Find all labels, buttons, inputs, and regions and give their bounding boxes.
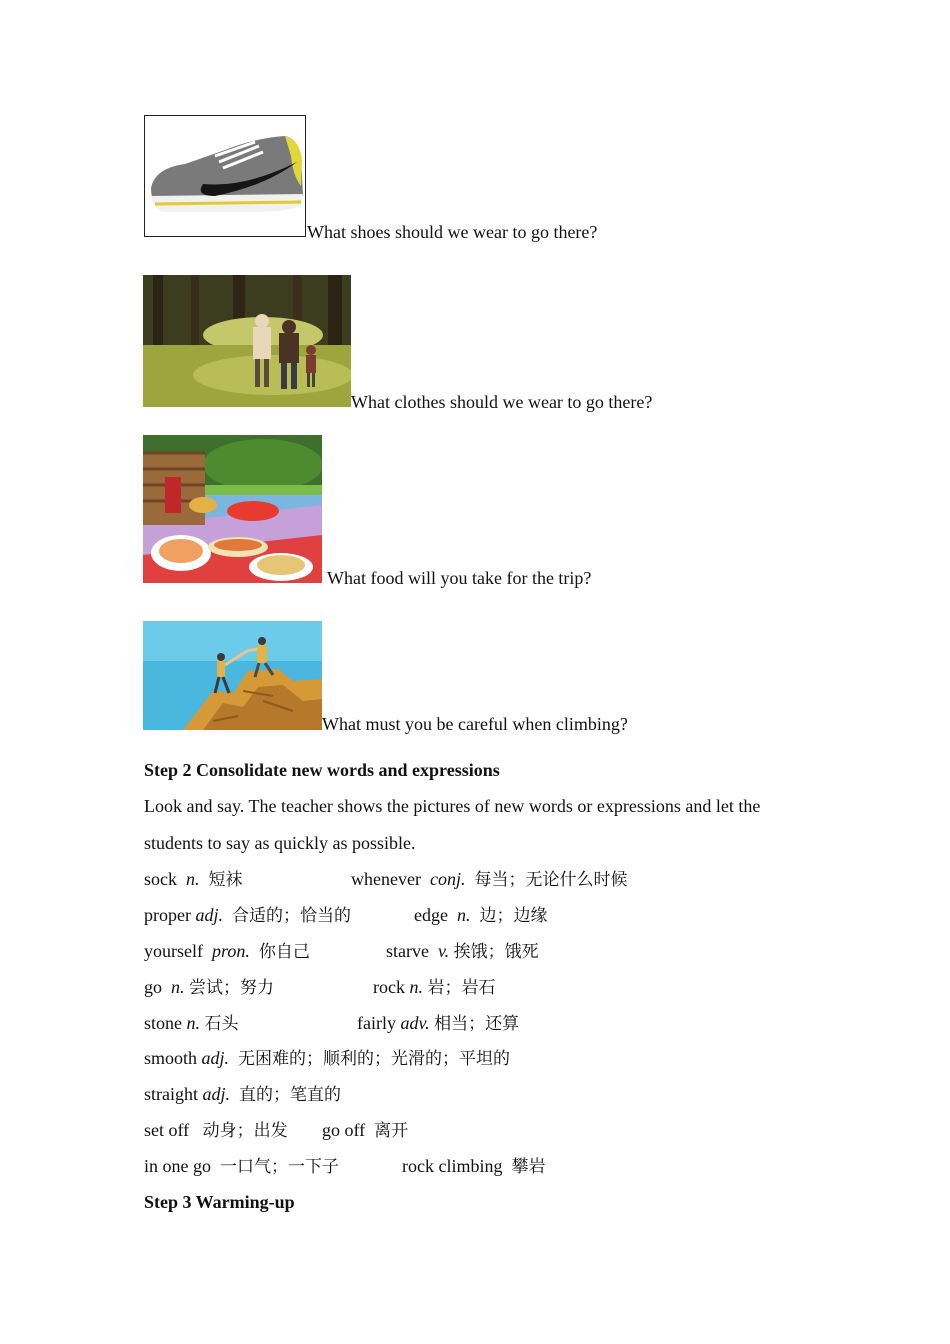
- phrase-item: [322, 1119, 408, 1142]
- phrase-text: set off: [144, 1120, 190, 1140]
- question-food: What food will you take for the trip?: [327, 568, 592, 588]
- family-walk-image: [143, 275, 351, 407]
- vocab-meaning: 你自己: [258, 942, 310, 962]
- vocab-meaning: 尝试；努力: [189, 978, 274, 998]
- vocab-meaning: 挨饿；饿死: [453, 942, 539, 962]
- vocab-meaning: 相当；还算: [434, 1014, 520, 1034]
- vocab-pos: adj.: [195, 905, 223, 925]
- step2-intro-line1: Look and say. The teacher shows the pictures of new words or expressions and let the: [144, 796, 761, 816]
- vocab-meaning: 直的；笔直的: [239, 1085, 342, 1105]
- vocab-pos: n.: [186, 1013, 200, 1033]
- vocab-item: [144, 976, 274, 999]
- vocab-word: fairly: [357, 1013, 396, 1033]
- step2-heading: Step 2 Consolidate new words and expressions: [144, 760, 500, 780]
- sneaker-icon: [145, 116, 305, 236]
- vocab-item: [414, 904, 547, 927]
- phrase-text: rock climbing: [402, 1156, 503, 1176]
- vocab-pos: conj.: [429, 869, 466, 889]
- vocab-item: [351, 868, 627, 891]
- phrase-item: [144, 1155, 339, 1178]
- vocab-word: starve: [386, 941, 429, 961]
- vocab-pos: v.: [437, 941, 450, 961]
- vocab-word: yourself: [144, 941, 203, 961]
- vocab-meaning: 岩；岩石: [427, 978, 496, 998]
- vocab-item: [357, 1012, 519, 1035]
- phrase-meaning: 一口气；一下子: [220, 1157, 339, 1177]
- vocab-item: [144, 1083, 341, 1106]
- vocab-pos: n.: [409, 977, 423, 997]
- vocab-word: straight: [144, 1084, 198, 1104]
- vocab-item: [144, 868, 243, 891]
- vocab-item: [373, 976, 495, 999]
- vocab-meaning: 合适的；恰当的: [232, 906, 351, 926]
- vocab-meaning: 边；边缘: [479, 906, 548, 926]
- rock-climbing-image: [143, 621, 322, 730]
- picnic-image: [143, 435, 322, 583]
- vocab-item: [386, 940, 539, 963]
- step2-intro-line2: students to say as quickly as possible.: [144, 833, 416, 853]
- vocab-word: sock: [144, 869, 177, 889]
- vocab-pos: adv.: [400, 1013, 430, 1033]
- vocab-pos: adj.: [201, 1048, 230, 1068]
- vocab-meaning: 每当；无论什么时候: [474, 870, 628, 890]
- vocab-meaning: 石头: [204, 1014, 239, 1034]
- phrase-item: [402, 1155, 545, 1178]
- vocab-pos: pron.: [211, 941, 250, 961]
- vocab-item: [144, 904, 351, 927]
- vocab-item: [144, 1012, 239, 1035]
- question-climbing: What must you be careful when climbing?: [322, 714, 628, 734]
- vocab-word: proper: [144, 905, 191, 925]
- vocab-word: edge: [414, 905, 448, 925]
- vocab-item: [144, 940, 310, 963]
- vocab-item: [144, 1047, 510, 1070]
- phrase-meaning: 攀岩: [511, 1157, 546, 1177]
- vocab-meaning: 短袜: [208, 870, 243, 890]
- phrase-text: in one go: [144, 1156, 211, 1176]
- vocab-pos: n.: [456, 905, 471, 925]
- vocab-word: rock: [373, 977, 405, 997]
- step3-heading: Step 3 Warming-up: [144, 1192, 295, 1212]
- question-clothes: What clothes should we wear to go there?: [351, 392, 653, 412]
- vocab-pos: n.: [171, 977, 185, 997]
- phrase-meaning: 动身；出发: [202, 1121, 288, 1141]
- vocab-pos: n.: [186, 869, 200, 889]
- vocab-meaning: 无困难的；顺利的；光滑的；平坦的: [238, 1049, 511, 1069]
- phrase-text: go off: [322, 1120, 366, 1140]
- sneaker-image: [144, 115, 306, 237]
- phrase-item: [144, 1119, 288, 1142]
- vocab-word: stone: [144, 1013, 182, 1033]
- vocab-word: whenever: [351, 869, 421, 889]
- question-shoes: What shoes should we wear to go there?: [307, 222, 598, 242]
- phrase-meaning: 离开: [374, 1121, 409, 1141]
- vocab-pos: adj.: [202, 1084, 231, 1104]
- vocab-word: smooth: [144, 1048, 198, 1068]
- vocab-word: go: [144, 977, 162, 997]
